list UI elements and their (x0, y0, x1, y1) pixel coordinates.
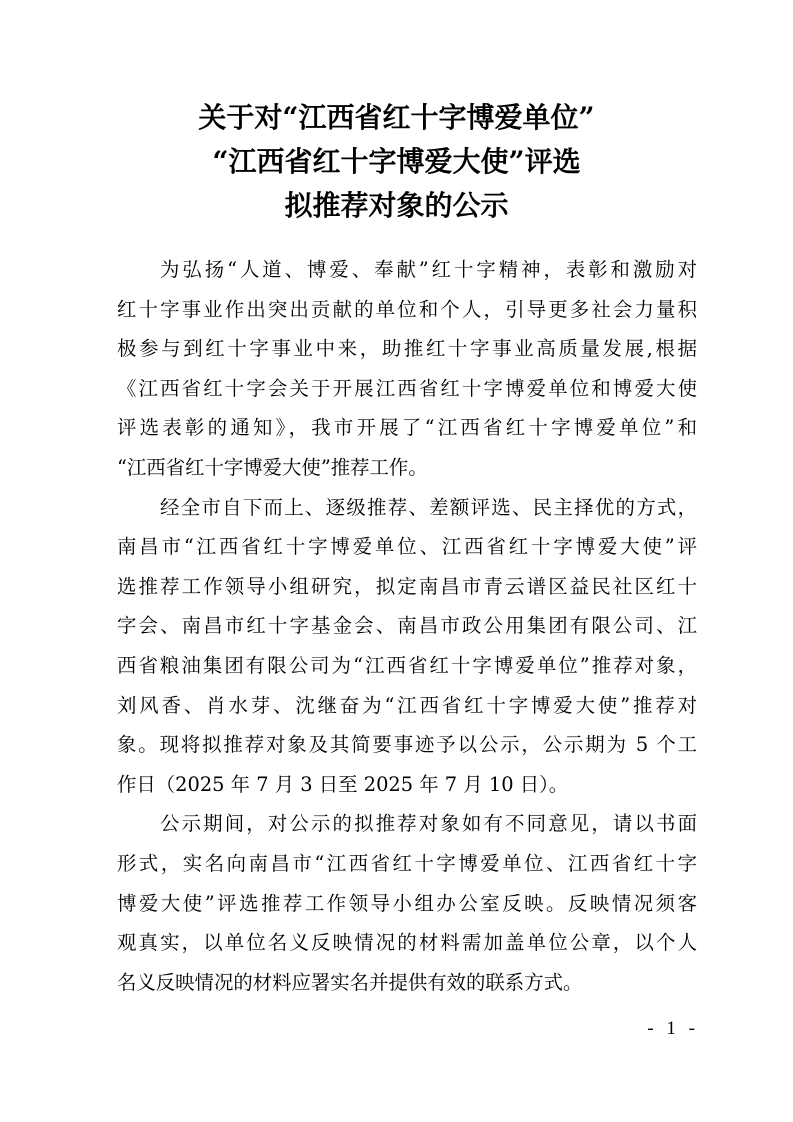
document-body (117, 250, 697, 1002)
paragraph-line: 名义反映情况的材料应署实名并提供有效的联系方式。 (117, 970, 583, 994)
paragraph-line: 观真实，以单位名义反映情况的材料需加盖单位公章，以个人 (117, 931, 697, 955)
paragraph-line: 经全市自下而上、逐级推荐、差额评选、民主择优的方式， (160, 495, 697, 519)
paragraph-line: 南昌市“江西省红十字博爱单位、江西省红十字博爱大使”评 (117, 535, 697, 559)
paragraph-line: 公示期间，对公示的拟推荐对象如有不同意见，请以书面 (160, 812, 697, 836)
paragraph-line: “江西省红十字博爱大使”推荐工作。 (117, 455, 428, 479)
paragraph-line: 西省粮油集团有限公司为“江西省红十字博爱单位”推荐对象， (117, 653, 697, 677)
paragraph-line: 为弘扬“人道、博爱、奉献”红十字精神，表彰和激励对 (160, 258, 697, 281)
paragraph-line: 博爱大使”评选推荐工作领导小组办公室反映。反映情况须客 (117, 891, 697, 915)
paragraph-line: 字会、南昌市红十字基金会、南昌市政公用集团有限公司、江 (117, 614, 697, 638)
paragraph-line: 作日（2025 年 7 月 3 日至 2025 年 7 月 10 日）。 (117, 772, 569, 796)
page-number: - 1 - (647, 1018, 699, 1039)
paragraph-line: 形式，实名向南昌市“江西省红十字博爱单位、江西省红十字 (117, 851, 697, 875)
paragraph-objections (117, 804, 697, 1002)
paragraph-line: 《江西省红十字会关于开展江西省红十字博爱单位和博爱大使 (117, 376, 697, 400)
title-line: “江西省红十字博爱大使”评选 (212, 145, 581, 178)
title-line: 关于对“江西省红十字博爱单位” (198, 101, 595, 134)
paragraph-line: 刘风香、肖水芽、沈继奋为“江西省红十字博爱大使”推荐对 (117, 693, 697, 717)
paragraph-line: 象。现将拟推荐对象及其简要事迹予以公示，公示期为 5 个工 (117, 733, 697, 757)
paragraph-intro (117, 250, 697, 488)
paragraph-nominees (117, 488, 697, 805)
paragraph-line: 红十字事业作出突出贡献的单位和个人，引导更多社会力量积 (117, 297, 697, 321)
paragraph-line: 极参与到红十字事业中来，助推红十字事业高质量发展,根据 (117, 337, 697, 361)
title-line: 拟推荐对象的公示 (284, 189, 509, 222)
paragraph-line: 评选表彰的通知》，我市开展了“江西省红十字博爱单位”和 (117, 416, 697, 440)
document-title (0, 96, 793, 228)
paragraph-line: 选推荐工作领导小组研究，拟定南昌市青云谱区益民社区红十 (117, 574, 697, 598)
